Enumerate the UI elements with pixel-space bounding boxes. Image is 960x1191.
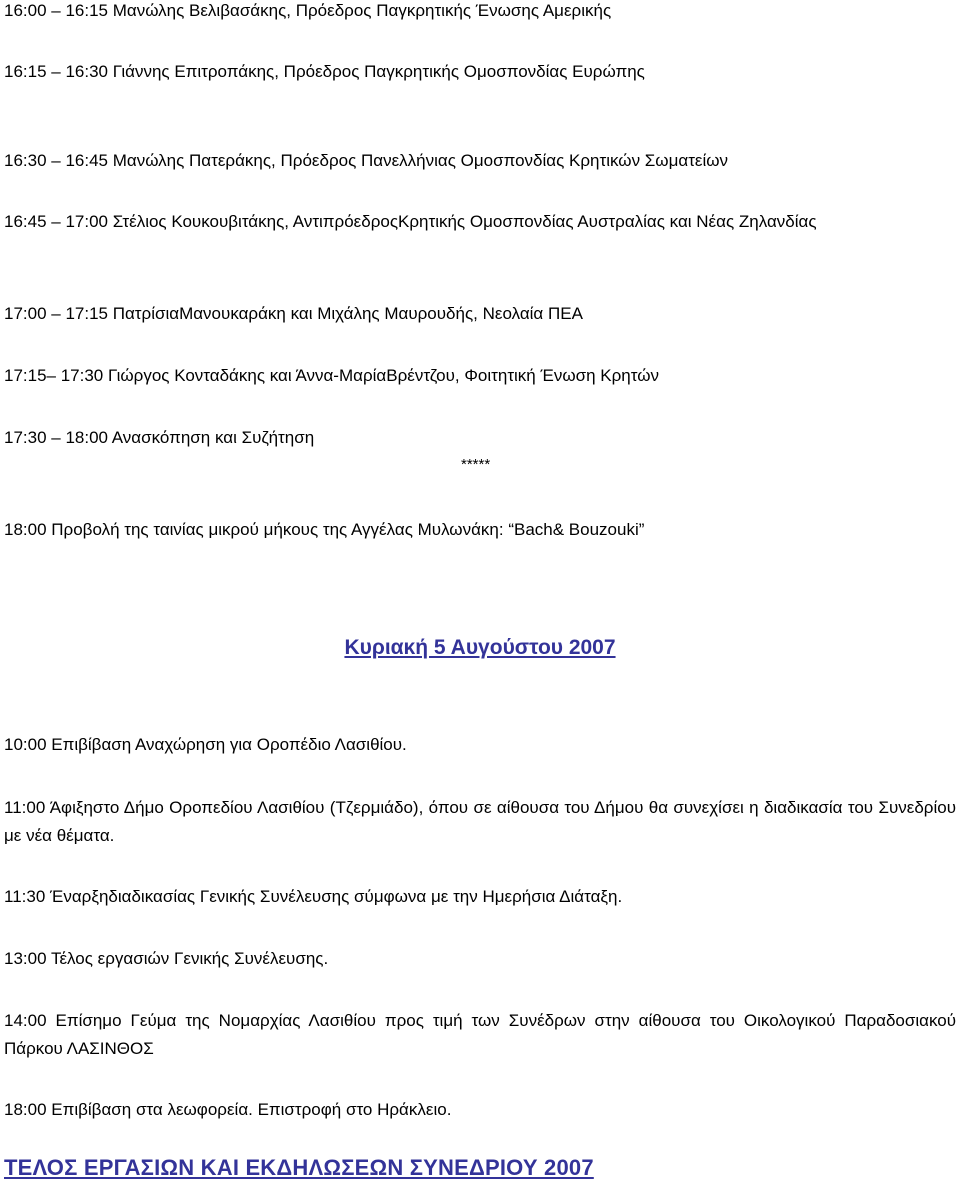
film-screening-item: 18:00 Προβολή της ταινίας μικρού μήκους της Αγγέλας Μυλωνάκη: “Bach& Bouzouki” [4, 520, 645, 539]
sunday-item-1800: 18:00 Επιβίβαση στα λεωφορεία. Επιστροφή στο Ηράκλειο. [4, 1100, 452, 1119]
closing-heading: ΤΕΛΟΣ ΕΡΓΑΣΙΩΝ ΚΑΙ ΕΚΔΗΛΩΣΕΩΝ ΣΥΝΕΔΡΙΟΥ 2007 [4, 1155, 594, 1180]
schedule-item-1600: 16:00 – 16:15 Μανώλης Βελιβασάκης, Πρόεδρος Παγκρητικής Ένωσης Αμερικής [4, 1, 612, 20]
sunday-item-1100: 11:00 Άφιξηστο Δήμο Οροπεδίου Λασιθίου (Τζερμιάδο), όπου σε αίθουσα του Δήμου θα συνεχίσει η διαδικασία του Συνεδρίου με νέα θέματα. [4, 798, 956, 845]
sunday-item-1130: 11:30 Έναρξηδιαδικασίας Γενικής Συνέλευσης σύμφωνα με την Ημερήσια Διάταξη. [4, 887, 623, 906]
section-separator: ***** [461, 456, 491, 473]
sunday-item-1000: 10:00 Επιβίβαση Αναχώρηση για Οροπέδιο Λασιθίου. [4, 735, 407, 754]
sunday-heading: Κυριακή 5 Αυγούστου 2007 [344, 636, 616, 659]
sunday-item-1300: 13:00 Τέλος εργασιών Γενικής Συνέλευσης. [4, 949, 329, 968]
schedule-item-1630: 16:30 – 16:45 Μανώλης Πατεράκης, Πρόεδρος Πανελλήνιας Ομοσπονδίας Κρητικών Σωματείων [4, 151, 729, 170]
schedule-item-1615: 16:15 – 16:30 Γιάννης Επιτροπάκης, Πρόεδρος Παγκρητικής Ομοσπονδίας Ευρώπης [4, 62, 645, 81]
schedule-item-1715: 17:15– 17:30 Γιώργος Κονταδάκης και Άννα-ΜαρίαΒρέντζου, Φοιτητική Ένωση Κρητών [4, 366, 659, 385]
schedule-item-1700: 17:00 – 17:15 ΠατρίσιαΜανουκαράκη και Μιχάλης Μαυρουδής, Νεολαία ΠΕΑ [4, 304, 583, 323]
sunday-item-1400: 14:00 Επίσημο Γεύμα της Νομαρχίας Λασιθίου προς τιμή των Συνέδρων στην αίθουσα του Οικολογικού Παραδοσιακού Πάρκου ΛΑΣΙΝΘΟΣ [4, 1011, 956, 1058]
schedule-item-1730: 17:30 – 18:00 Ανασκόπηση και Συζήτηση [4, 428, 315, 447]
schedule-item-1645: 16:45 – 17:00 Στέλιος Κουκουβιτάκης, ΑντιπρόεδροςΚρητικής Ομοσπονδίας Αυστραλίας και Νέας Ζηλανδίας [4, 212, 817, 231]
